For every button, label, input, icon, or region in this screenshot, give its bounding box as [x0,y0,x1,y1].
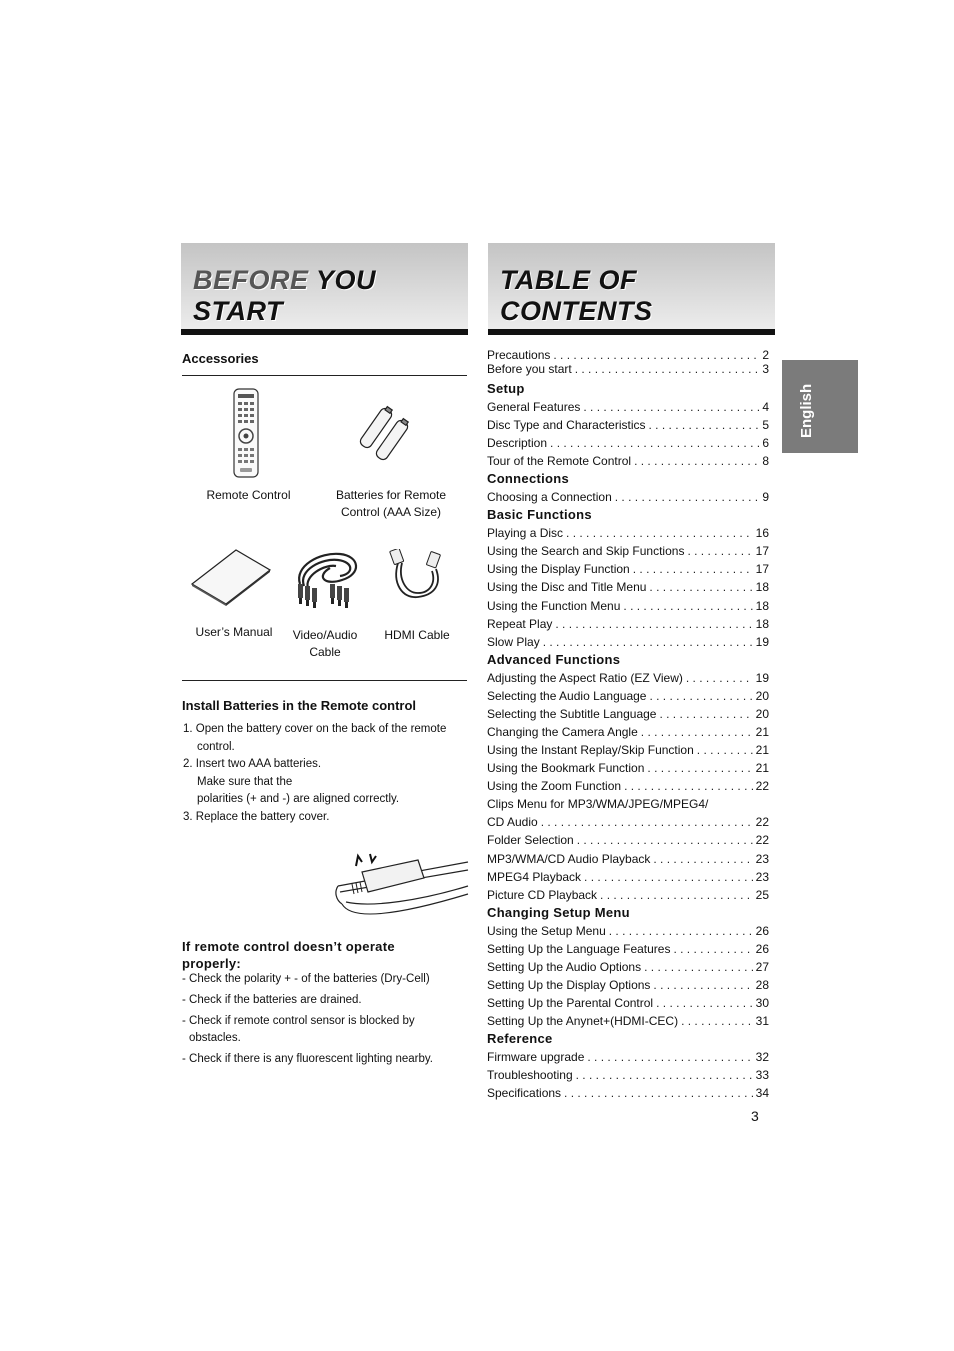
toc-page-number: 18 [755,599,769,613]
toc-entry [487,851,769,867]
toc-dot-leader [575,361,760,377]
toc-dot-leader [623,598,752,614]
toc-entry [487,598,769,614]
toc-entry [487,435,769,451]
toc-entry [487,634,769,650]
step-text: 2. Insert two AAA batteries. [183,758,322,770]
hdmi-cable-caption: HDMI Cable [384,628,450,642]
toc-entry-title: Folder Selection [487,833,574,847]
toc-entry [487,742,769,758]
toc-section-setup: Setup [487,381,525,396]
toc-entry [487,724,769,740]
toc-section-connections: Connections [487,471,570,486]
users-manual-caption: User’s Manual [195,625,273,639]
toc-page-number: 27 [755,960,769,974]
toc-dot-leader [653,977,752,993]
toc-entry [487,959,769,975]
toc-entry-title: Playing a Disc [487,526,564,540]
before-you-start-title: BEFORE YOU START [193,265,377,326]
toc-page-number: 5 [762,418,769,432]
toc-page-number: 16 [755,526,769,540]
toc-dot-leader [687,543,752,559]
toc-dot-leader [576,1067,753,1083]
before-you-start-banner [181,243,468,335]
toc-entry-title: Adjusting the Aspect Ratio (EZ View) [487,671,683,685]
toc-page-number: 20 [755,707,769,721]
toc-dot-leader [624,778,753,794]
toc-dot-leader [577,832,753,848]
batteries-caption: Batteries for Remote Control (AAA Size) [335,488,447,519]
toc-entry [487,561,769,577]
toc-page-number: 31 [755,1014,769,1028]
toc-entry [487,399,769,415]
divider [182,680,467,681]
toc-dot-leader [609,923,753,939]
toc-entry [487,361,769,377]
toc-page-number: 19 [755,671,769,685]
toc-dot-leader [673,941,752,957]
toc-entry [487,941,769,957]
toc-entry-title: Clips Menu for MP3/WMA/JPEG/MPEG4/ [487,797,709,811]
toc-entry [487,579,769,595]
toc-dot-leader [541,814,753,830]
toc-entry [487,1013,769,1029]
toc-dot-leader [600,887,753,903]
toc-entry-title: Choosing a Connection [487,490,612,504]
toc-dot-leader [555,616,752,632]
video-audio-cable-image [290,546,364,612]
users-manual-image [190,548,272,606]
toc-entry-title: Using the Setup Menu [487,924,606,938]
toc-section-advanced: Advanced Functions [487,652,621,667]
toc-entry-title: Using the Search and Skip Functions [487,544,685,558]
toc-dot-leader [649,579,752,595]
toc-section-basic: Basic Functions [487,507,592,522]
toc-entry [487,923,769,939]
toc-entry-title: Changing the Camera Angle [487,725,638,739]
toc-dot-leader [566,525,753,541]
step-text: Make sure that the [197,775,293,788]
toc-dot-leader [587,1049,752,1065]
toc-entry [487,616,769,632]
toc-entry-clips [487,796,769,812]
toc-page-number: 17 [755,544,769,558]
list-item: - Check if remote control sensor is blocked by [182,1015,415,1027]
toc-page-number: 25 [755,888,769,902]
install-steps [183,721,468,826]
toc-page-number: 33 [755,1068,769,1082]
toc-entry [487,1067,769,1083]
toc-entry [487,670,769,686]
toc-entry-title: Using the Disc and Title Menu [487,580,647,594]
toc-entry-title: Using the Display Function [487,562,630,576]
toc-entry [487,887,769,903]
toc-entry-title: Slow Play [487,635,540,649]
remote-trouble-heading: If remote control doesn’t operate properly: [182,939,395,971]
toc-entry [487,832,769,848]
toc-page-number: 19 [755,635,769,649]
list-item: - Check if the batteries are drained. [182,994,362,1006]
toc-page-number: 30 [755,996,769,1010]
step-text: 1. Open the battery cover on the back of the remote [183,723,447,735]
battery-cover-image [332,848,470,924]
toc-dot-leader [564,1085,753,1101]
toc-page-number: 4 [762,400,769,414]
step-text: 3. Replace the battery cover. [183,810,330,823]
toc-dot-leader [615,489,760,505]
toc-page-number: 26 [755,924,769,938]
toc-entry [487,814,769,830]
toc-dot-leader [649,417,760,433]
toc-entry-title: Setting Up the Audio Options [487,960,642,974]
toc-page-number: 21 [755,761,769,775]
toc-entry-title: Selecting the Subtitle Language [487,707,657,721]
page-number: 3 [751,1108,759,1124]
toc-page-number: 23 [755,870,769,884]
toc-dot-leader [647,760,752,776]
toc-entry-title: Description [487,436,548,450]
toc-dot-leader [543,634,753,650]
toc-entry [487,525,769,541]
step-text: polarities (+ and -) are aligned correctly. [197,793,400,805]
toc-dot-leader [659,706,752,722]
toc-page-number: 34 [755,1086,769,1100]
toc-page-number: 9 [762,490,769,504]
remote-trouble-list [182,971,467,1072]
toc-entry-title: Specifications [487,1086,562,1100]
toc-entry [487,706,769,722]
step-text: control. [197,740,235,753]
toc-section-reference: Reference [487,1031,553,1046]
toc-entry-title: General Features [487,400,581,414]
toc-entry-title: Using the Instant Replay/Skip Function [487,743,694,757]
toc-entry [487,1049,769,1065]
toc-page-number: 21 [755,725,769,739]
toc-dot-leader [653,851,752,867]
toc-page-number: 18 [755,617,769,631]
language-tab-label: English [798,383,815,438]
toc-entry [487,1085,769,1101]
toc-page-number: 17 [755,562,769,576]
toc-dot-leader [644,959,753,975]
toc-dot-leader [550,435,759,451]
toc-page-number: 6 [762,436,769,450]
toc-entry-title: Repeat Play [487,617,553,631]
toc-page-number: 2 [762,348,769,362]
toc-entry [487,778,769,794]
language-tab [782,360,858,453]
toc-entry-title: Before you start [487,362,572,376]
toc-dot-leader [656,995,753,1011]
toc-entry-title: Troubleshooting [487,1068,573,1082]
toc-page-number: 22 [755,779,769,793]
toc-dot-leader [686,670,753,686]
toc-entry-title: Firmware upgrade [487,1050,585,1064]
toc-page-number: 18 [755,580,769,594]
toc-page-number: 21 [755,743,769,757]
divider [182,375,467,376]
toc-entry-title: MPEG4 Playback [487,870,582,884]
hdmi-cable-image [386,549,446,605]
toc-entry [487,869,769,885]
toc-page-number: 3 [762,362,769,376]
list-item: - Check if there is any fluorescent lighting nearby. [182,1053,433,1065]
toc-entry [487,417,769,433]
batteries-image [356,402,420,464]
toc-entry-title: Setting Up the Parental Control [487,996,654,1010]
toc-section-changing-setup: Changing Setup Menu [487,905,630,920]
toc-dot-leader [649,688,752,704]
toc-page-number: 28 [755,978,769,992]
toc-entry-title: Tour of the Remote Control [487,454,632,468]
toc-entry-title: Using the Bookmark Function [487,761,645,775]
toc-entry [487,453,769,469]
accessories-heading: Accessories [182,351,259,366]
toc-entry-title: Using the Zoom Function [487,779,622,793]
toc-dot-leader [634,453,759,469]
toc-banner [488,243,775,335]
toc-dot-leader [697,742,753,758]
toc-entry-title: Setting Up the Anynet+(HDMI-CEC) [487,1014,679,1028]
toc-page-number: 32 [755,1050,769,1064]
remote-control-caption: Remote Control [206,488,291,502]
toc-dot-leader [583,399,759,415]
toc-entry [487,489,769,505]
install-batteries-heading: Install Batteries in the Remote control [182,698,417,713]
toc-title: TABLE OF CONTENTS [500,265,653,326]
list-item: obstacles. [189,1032,241,1044]
toc-dot-leader [633,561,753,577]
toc-entry-title: CD Audio [487,815,538,829]
toc-dot-leader [584,869,753,885]
toc-entry [487,995,769,1011]
toc-page-number: 26 [755,942,769,956]
list-item: - Check the polarity + - of the batteries (Dry-Cell) [182,973,430,985]
toc-page-number: 22 [755,815,769,829]
toc-entry-title: Using the Function Menu [487,599,621,613]
toc-entry [487,543,769,559]
toc-entry-title: Setting Up the Display Options [487,978,651,992]
toc-entry-title: Disc Type and Characteristics [487,418,646,432]
toc-page-number: 20 [755,689,769,703]
toc-entry-title: Setting Up the Language Features [487,942,671,956]
toc-page-number: 22 [755,833,769,847]
toc-entry-title: Precautions [487,348,551,362]
remote-control-image [232,388,262,480]
toc-page-number: 23 [755,852,769,866]
video-audio-cable-caption: Video/Audio Cable [292,628,358,659]
toc-entry-title: Selecting the Audio Language [487,689,647,703]
toc-entry-title: Picture CD Playback [487,888,598,902]
toc-entry-title: MP3/WMA/CD Audio Playback [487,852,651,866]
toc-entry [487,977,769,993]
toc-entry [487,760,769,776]
toc-entry [487,688,769,704]
toc-dot-leader [681,1013,753,1029]
toc-page-number: 8 [762,454,769,468]
toc-dot-leader [641,724,753,740]
